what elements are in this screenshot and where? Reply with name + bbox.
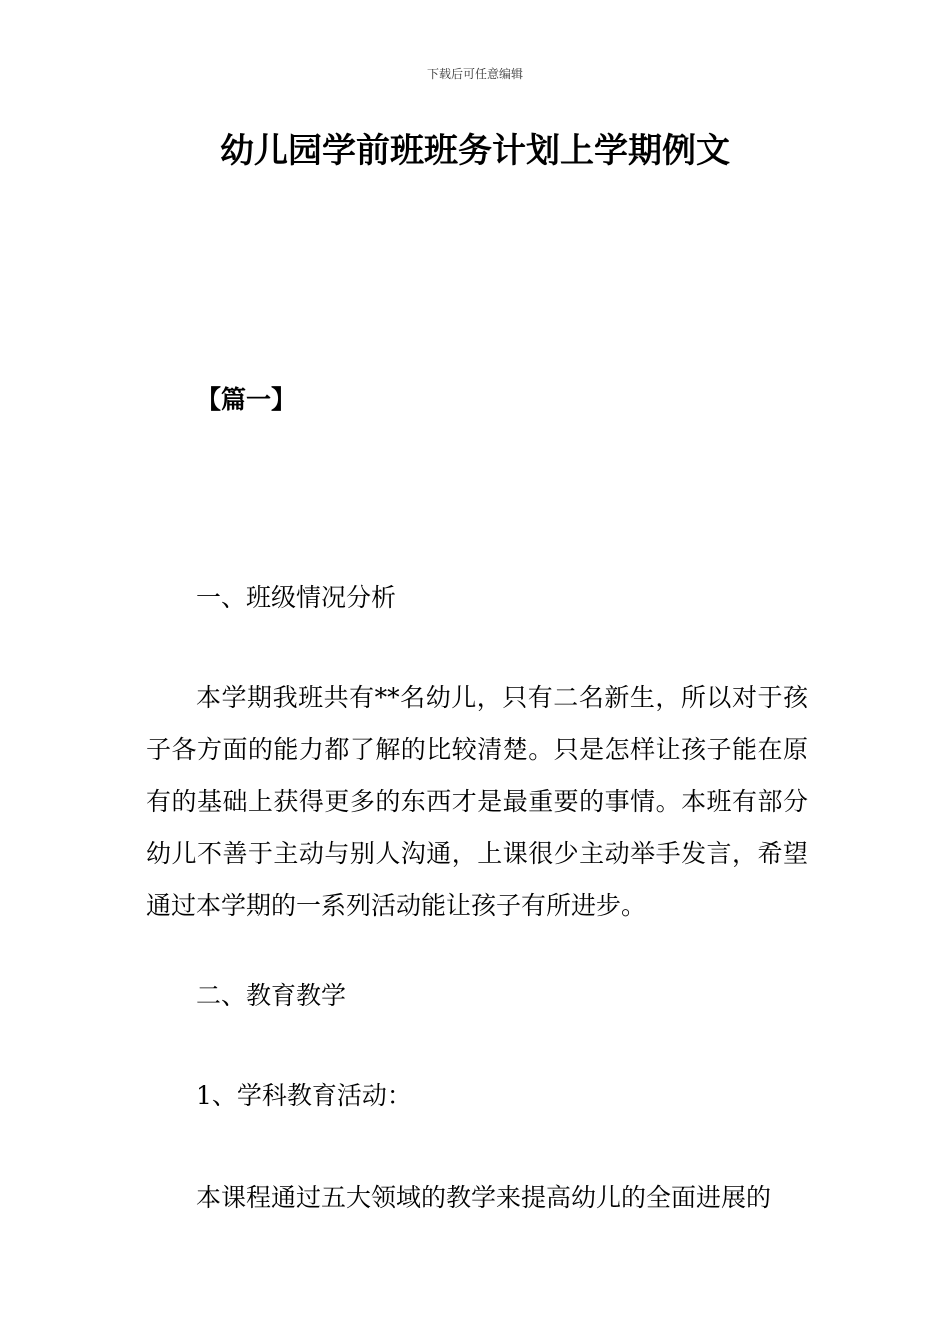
heading-class-analysis: 一、班级情况分析 xyxy=(196,583,397,612)
section-label: 【篇一】 xyxy=(196,385,297,414)
paragraph-subject-activities: 本课程通过五大领域的教学来提高幼儿的全面进展的 xyxy=(196,1183,772,1212)
heading-subject-activities: 1、学科教育活动： xyxy=(196,1081,412,1110)
document-title: 幼儿园学前班班务计划上学期例文 xyxy=(220,131,730,171)
paragraph-class-analysis: 本学期我班共有**名幼儿，只有二名新生，所以对于孩子各方面的能力都了解的比较清楚。只是怎样让孩子能在原有的基础上获得更多的东西才是最重要的事情。本班有部分幼儿不善于主动与别人沟通，上课很少主动举手发言，希望通过本学期的一系列活动能让孩子有所进步。 xyxy=(146,683,808,920)
heading-education-teaching: 二、教育教学 xyxy=(196,981,347,1010)
header-note: 下载后可任意编辑 xyxy=(426,67,523,81)
